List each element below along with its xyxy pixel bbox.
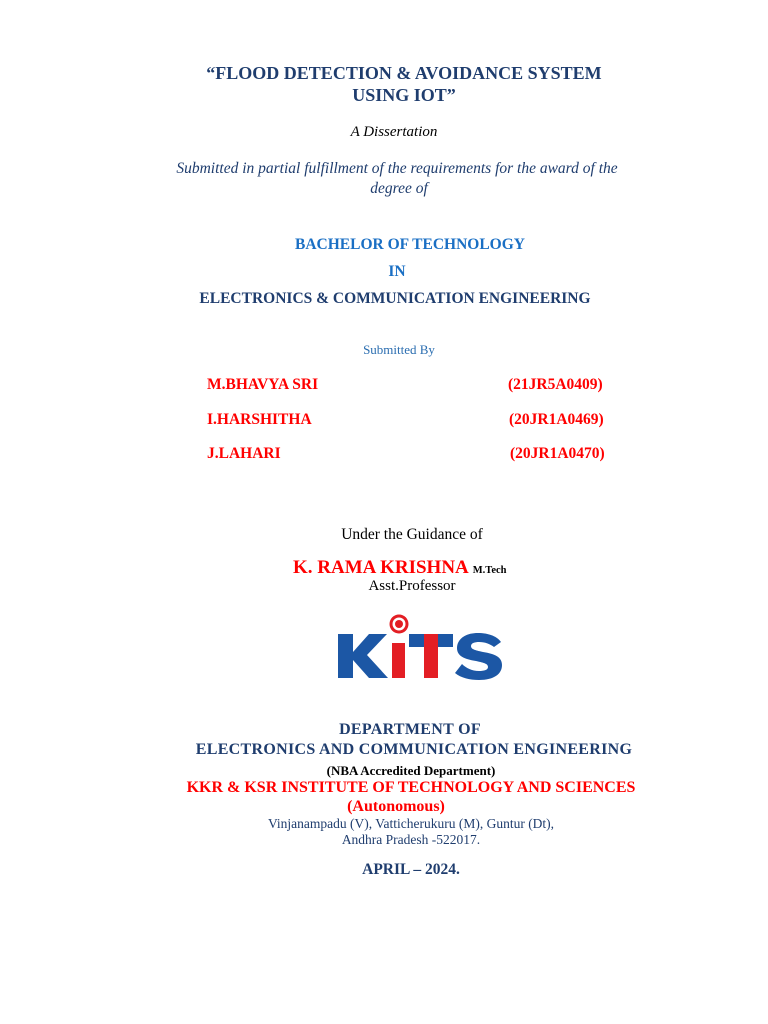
degree-branch: ELECTRONICS & COMMUNICATION ENGINEERING — [199, 290, 591, 307]
kits-logo-icon — [338, 615, 502, 681]
kits-logo — [336, 612, 506, 682]
student-roll: (21JR5A0409) — [508, 376, 603, 393]
submission-date: APRIL – 2024. — [362, 861, 460, 878]
institute-name: KKR & KSR INSTITUTE OF TECHNOLOGY AND SCIENCES — [186, 779, 636, 796]
student-name: I.HARSHITHA — [207, 411, 312, 428]
degree-name: BACHELOR OF TECHNOLOGY — [295, 236, 525, 253]
submitted-by-label: Submitted By — [363, 342, 435, 357]
guide-line — [293, 557, 507, 579]
address-line-2: Andhra Pradesh -522017. — [341, 832, 481, 847]
student-roll: (20JR1A0470) — [510, 445, 605, 462]
guide-degree: M.Tech — [472, 565, 507, 576]
address-line-1: Vinjanampadu (V), Vatticherukuru (M), Guntur (Dt), — [267, 816, 555, 831]
title-line-1: “FLOOD DETECTION & AVOIDANCE SYSTEM — [206, 63, 602, 83]
subtitle: A Dissertation — [350, 124, 438, 140]
student-name: M.BHAVYA SRI — [207, 376, 319, 393]
degree-in: IN — [388, 263, 406, 280]
accreditation-note: (NBA Accredited Department) — [326, 763, 496, 778]
department-line-2: ELECTRONICS AND COMMUNICATION ENGINEERING — [195, 741, 633, 758]
institute-status: (Autonomous) — [347, 798, 445, 815]
title-line-2: USING IOT” — [352, 85, 456, 105]
student-name: J.LAHARI — [207, 445, 281, 462]
student-roll: (20JR1A0469) — [509, 411, 604, 428]
guide-designation: Asst.Professor — [368, 578, 456, 594]
submission-statement-line-2: degree of — [370, 180, 428, 197]
department-line-1: DEPARTMENT OF — [339, 721, 481, 738]
submission-statement-line-1: Submitted in partial fulfillment of the requirements for the award of the — [176, 160, 618, 177]
guide-name: K. RAMA KRISHNA — [293, 557, 469, 578]
guidance-label: Under the Guidance of — [341, 526, 483, 543]
